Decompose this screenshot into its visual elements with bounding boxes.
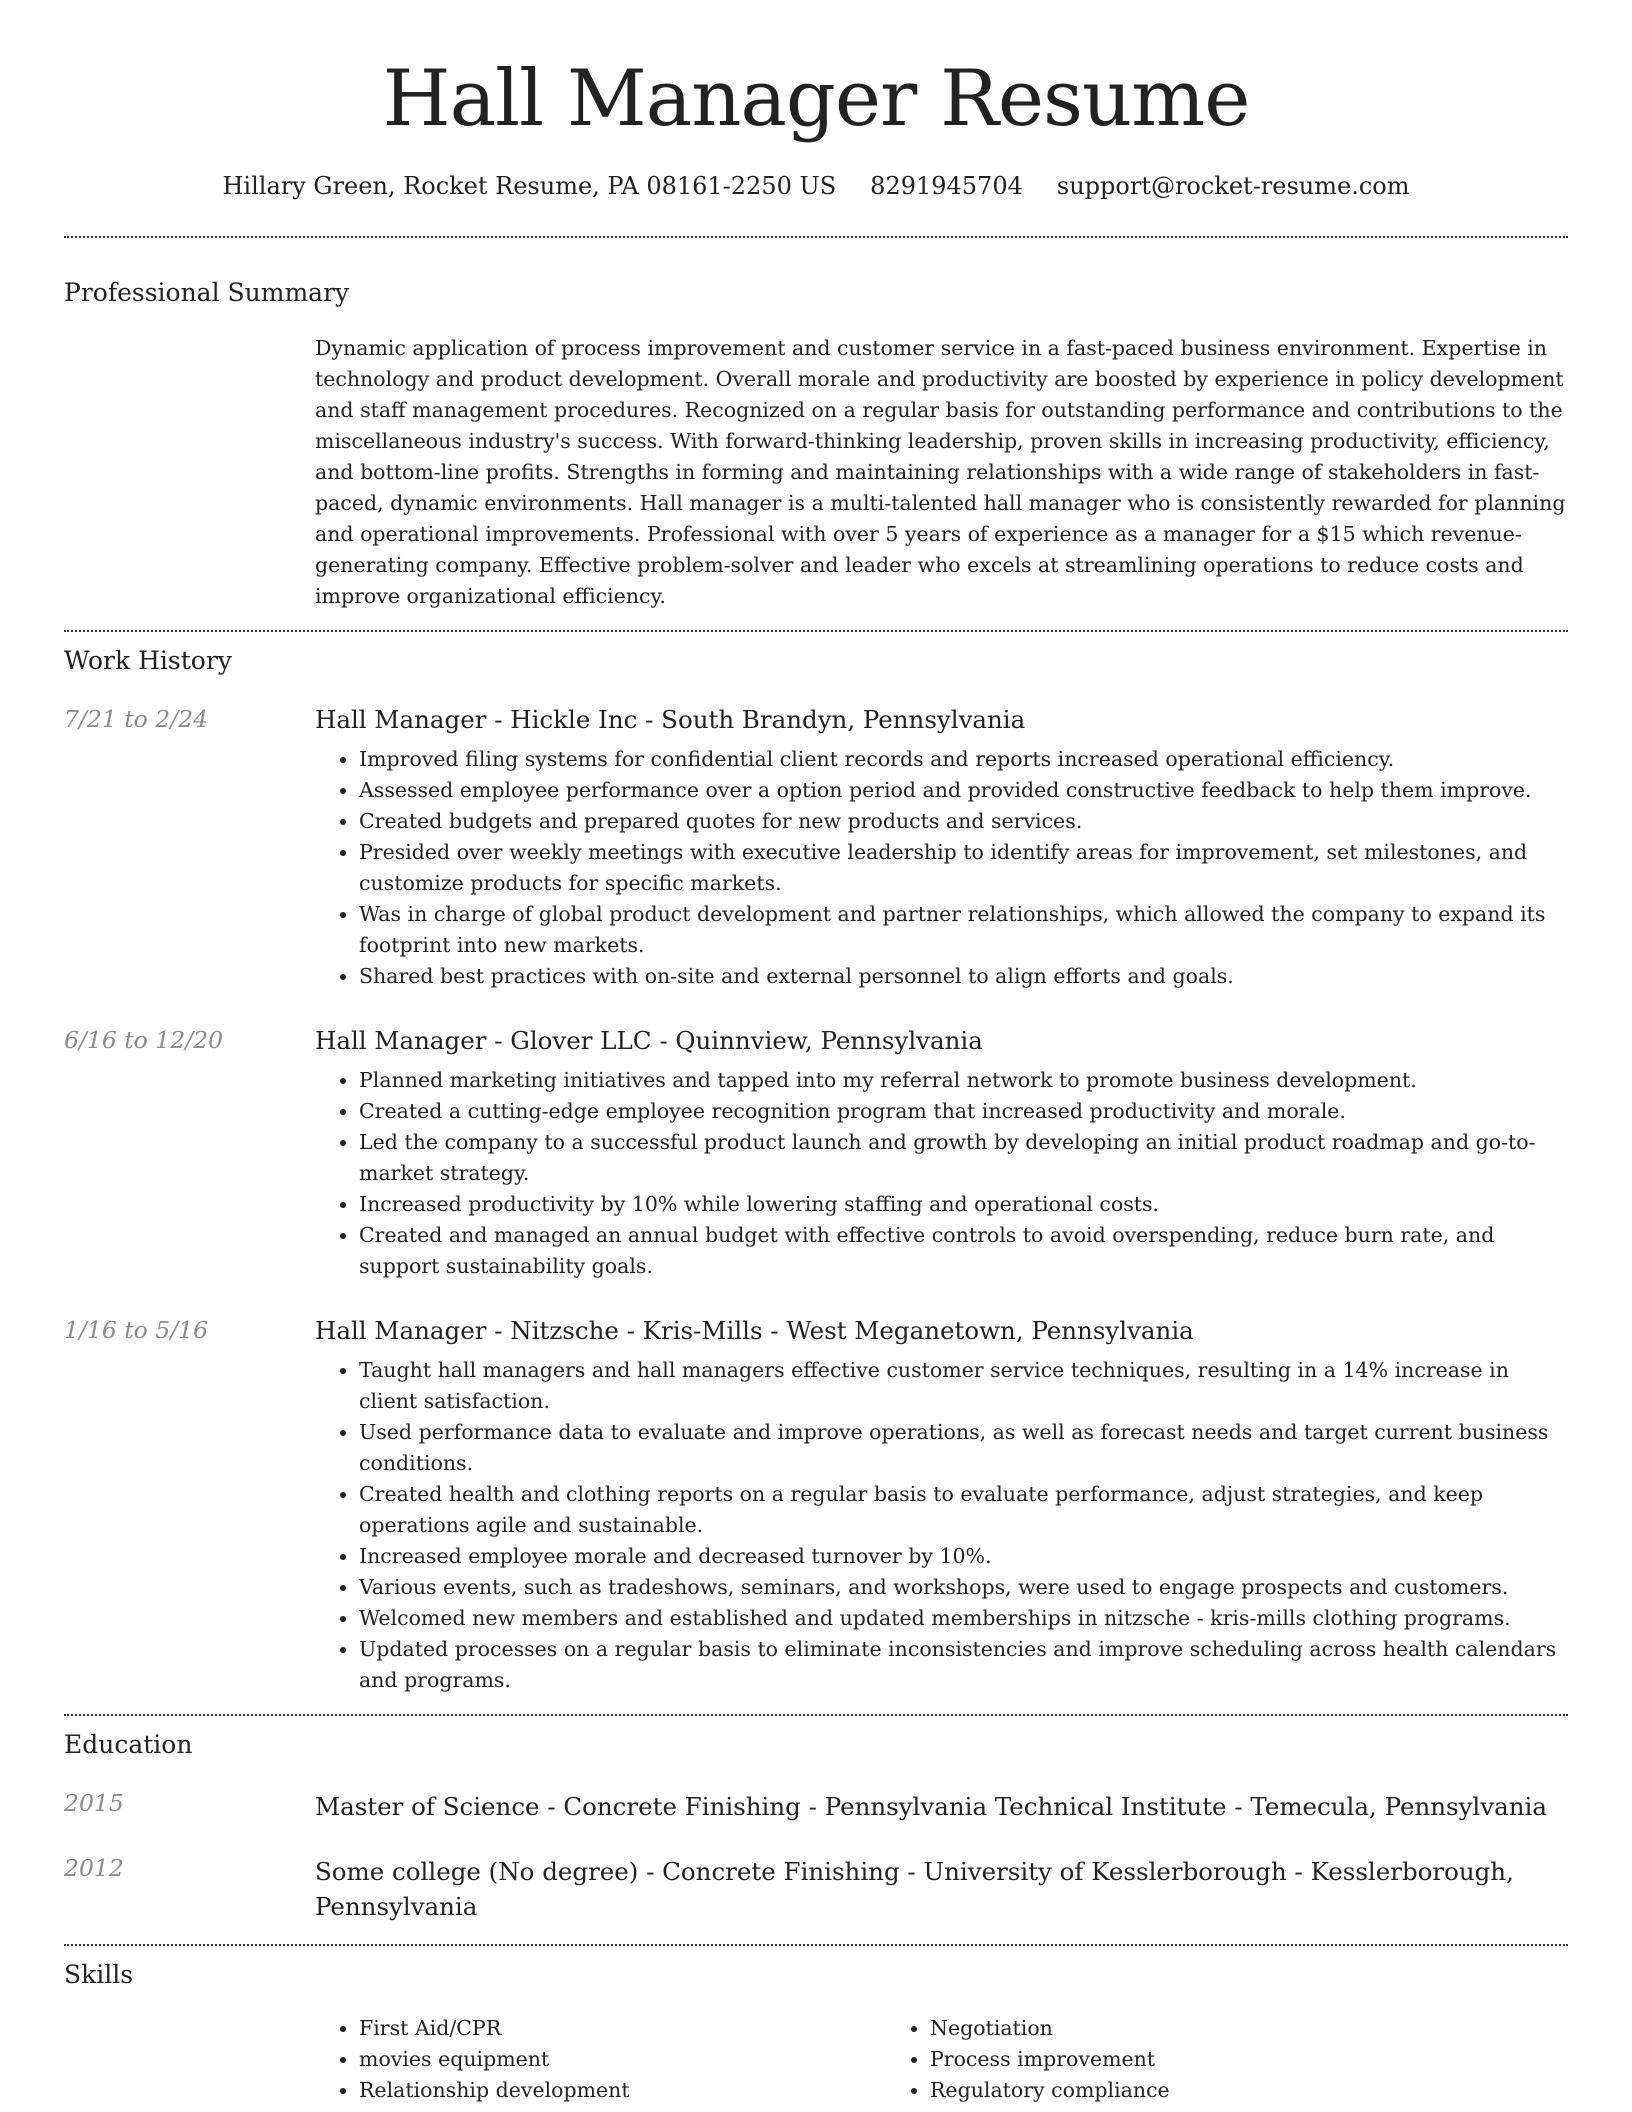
job-bullet: • Welcomed new members and established and updated memberships in nitzsche - kris-mills clothing programs. — [359, 1603, 1568, 1634]
page-title: Hall Manager Resume — [382, 54, 1250, 144]
job-title: Hall Manager - Nitzsche - Kris-Mills - West Meganetown, Pennsylvania — [315, 1316, 1194, 1345]
education-year: 2015 — [64, 1789, 124, 1817]
skill-item: • Relationship development — [359, 2075, 886, 2106]
education-section — [64, 1716, 1568, 1924]
job-bullet: • Increased productivity by 10% while lowering staffing and operational costs. — [359, 1189, 1568, 1220]
job-bullets — [315, 1355, 1568, 1696]
work-history-section — [64, 632, 1568, 1696]
education-heading: Education — [64, 1730, 193, 1759]
job-body — [315, 1316, 1568, 1696]
skill-item: • movies equipment — [359, 2044, 886, 2075]
contact-email[interactable]: support@rocket-resume.com — [1056, 172, 1410, 200]
education-body — [315, 1789, 1568, 1824]
job-entry — [64, 1316, 1568, 1696]
skills-section — [64, 1946, 1568, 2106]
skill-item: • First Aid/CPR — [359, 2013, 886, 2044]
contact-info — [64, 172, 1568, 200]
job-bullet: • Created budgets and prepared quotes for new products and services. — [359, 806, 1568, 837]
job-bullet: • Created and managed an annual budget with effective controls to avoid overspending, reduce burn rate, and support sustainability goals. — [359, 1220, 1568, 1282]
job-dates: 6/16 to 12/20 — [64, 1026, 224, 1054]
skills-list-left — [315, 2013, 886, 2106]
education-body — [315, 1854, 1568, 1924]
job-dates: 7/21 to 2/24 — [64, 705, 209, 733]
job-bullet: • Improved filing systems for confidential client records and reports increased operational efficiency. — [359, 744, 1568, 775]
job-bullet: • Created a cutting-edge employee recognition program that increased productivity and morale. — [359, 1096, 1568, 1127]
work-history-heading: Work History — [64, 646, 232, 675]
skills-list-right — [886, 2013, 1457, 2106]
summary-section — [64, 238, 1568, 630]
job-title: Hall Manager - Hickle Inc - South Brandyn, Pennsylvania — [315, 705, 1026, 734]
job-body — [315, 1026, 1568, 1282]
job-bullet: • Taught hall managers and hall managers effective customer service techniques, resulting in a 14% increase in client satisfaction. — [359, 1355, 1568, 1417]
skill-item: • Process improvement — [930, 2044, 1457, 2075]
job-bullets — [315, 1065, 1568, 1282]
job-bullet: • Updated processes on a regular basis to eliminate inconsistencies and improve scheduling across health calendars and programs. — [359, 1634, 1568, 1696]
skills-columns — [315, 2013, 1568, 2106]
job-bullet: • Assessed employee performance over a option period and provided constructive feedback to help them improve. — [359, 775, 1568, 806]
education-year: 2012 — [64, 1854, 124, 1882]
job-bullet: • Presided over weekly meetings with executive leadership to identify areas for improvement, set milestones, and customize products for specific markets. — [359, 837, 1568, 899]
job-entry — [64, 1026, 1568, 1282]
education-entry — [64, 1789, 1568, 1824]
job-bullet: • Shared best practices with on-site and external personnel to align efforts and goals. — [359, 961, 1568, 992]
job-entry — [64, 705, 1568, 992]
skills-heading: Skills — [64, 1960, 134, 1989]
job-bullet: • Created health and clothing reports on a regular basis to evaluate performance, adjust strategies, and keep operations agile and sustainable. — [359, 1479, 1568, 1541]
job-bullet: • Used performance data to evaluate and improve operations, as well as forecast needs and target current business conditions. — [359, 1417, 1568, 1479]
job-title: Hall Manager - Glover LLC - Quinnview, Pennsylvania — [315, 1026, 983, 1055]
job-body — [315, 705, 1568, 992]
job-bullet: • Increased employee morale and decreased turnover by 10%. — [359, 1541, 1568, 1572]
job-bullet: • Various events, such as tradeshows, seminars, and workshops, were used to engage prospects and customers. — [359, 1572, 1568, 1603]
education-degree: Master of Science - Concrete Finishing - Pennsylvania Technical Institute - Temecula, Pennsylvania — [315, 1792, 1547, 1821]
job-bullet: • Was in charge of global product development and partner relationships, which allowed the company to expand its footprint into new markets. — [359, 899, 1568, 961]
education-entry — [64, 1854, 1568, 1924]
education-degree: Some college (No degree) - Concrete Finishing - University of Kesslerborough - Kesslerborough, Pennsylvania — [315, 1857, 1514, 1921]
skill-item: • Regulatory compliance — [930, 2075, 1457, 2106]
job-bullet: • Led the company to a successful product launch and growth by developing an initial product roadmap and go-to-market strategy. — [359, 1127, 1568, 1189]
summary-heading: Professional Summary — [64, 278, 350, 307]
job-bullet: • Planned marketing initiatives and tapped into my referral network to promote business development. — [359, 1065, 1568, 1096]
job-bullets — [315, 744, 1568, 992]
skill-item: • Negotiation — [930, 2013, 1457, 2044]
job-dates: 1/16 to 5/16 — [64, 1316, 209, 1344]
summary-text: Dynamic application of process improvement and customer service in a fast-paced business environment. Expertise in technology and product development. Overall morale and productivity are boosted by experience in policy development and staff management procedures. Recognized on a regular basis for outstanding performance and contributions to the miscellaneous industry's success. With forward-thinking leadership, proven skills in increasing productivity, efficiency, and bottom-line profits. Strengths in forming and maintaining relationships with a wide range of stakeholders in fast-paced, dynamic environments. Hall manager is a multi-talented hall manager who is consistently rewarded for planning and operational improvements. Professional with over 5 years of experience as a manager for a $15 which revenue-generating company. Effective problem-solver and leader who excels at streamlining operations to reduce costs and improve organizational efficiency. — [315, 336, 1566, 608]
contact-address: Hillary Green, Rocket Resume, PA 08161-2250 US — [222, 172, 837, 200]
contact-phone: 8291945704 — [870, 172, 1023, 200]
